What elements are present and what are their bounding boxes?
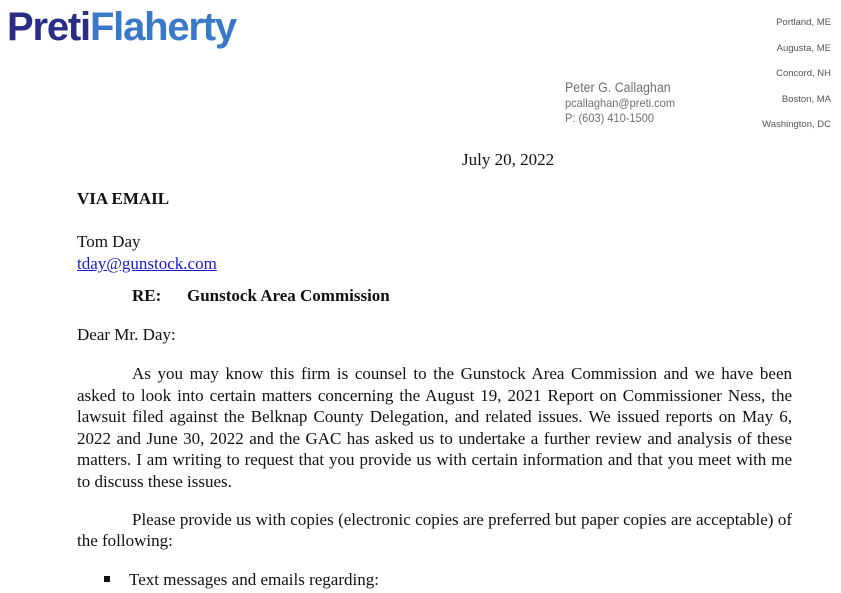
office-location: Boston, MA bbox=[781, 93, 831, 105]
re-line bbox=[132, 286, 390, 306]
sender-name: Peter G. Callaghan bbox=[565, 80, 671, 95]
recipient-name: Tom Day bbox=[77, 232, 141, 251]
office-location: Augusta, ME bbox=[776, 42, 831, 54]
preti-flaherty-logo bbox=[7, 4, 236, 50]
bullet-list-item bbox=[104, 570, 379, 590]
square-bullet-icon bbox=[104, 576, 110, 582]
letter-date: July 20, 2022 bbox=[462, 150, 555, 169]
logo-text-preti: Preti bbox=[7, 5, 90, 49]
sender-block bbox=[565, 79, 675, 126]
re-label: RE: bbox=[132, 286, 162, 305]
salutation: Dear Mr. Day: bbox=[77, 325, 176, 344]
office-location: Washington, DC bbox=[762, 119, 831, 130]
body-paragraph: As you may know this firm is counsel to the Gunstock Area Commission and we have been asked to look into certain matters concerning the August 19, 2021 Report on Commissioner Ness, the lawsuit filed against the Belknap County Delegation, and related issues. We issued reports on May 6, 2022 and June 30, 2022 and the GAC has asked us to undertake a further review and analysis of these matters. I am writing to request that you provide us with certain information and that you meet with me to discuss these issues. bbox=[77, 364, 792, 491]
office-location: Portland, ME bbox=[776, 17, 831, 28]
re-subject: Gunstock Area Commission bbox=[187, 286, 390, 305]
logo-text-flaherty: Flaherty bbox=[89, 5, 236, 49]
office-locations bbox=[762, 10, 831, 138]
bullet-text: Text messages and emails regarding: bbox=[129, 570, 379, 589]
delivery-method: VIA EMAIL bbox=[77, 189, 170, 208]
body-paragraph: Please provide us with copies (electronic copies are preferred but paper copies are acceptable) of the following: bbox=[77, 510, 792, 550]
sender-email: pcallaghan@preti.com bbox=[565, 96, 676, 110]
recipient-email-link[interactable]: tday@gunstock.com bbox=[77, 254, 217, 273]
office-location: Concord, NH bbox=[776, 68, 831, 79]
sender-phone: P: (603) 410-1500 bbox=[565, 111, 654, 125]
